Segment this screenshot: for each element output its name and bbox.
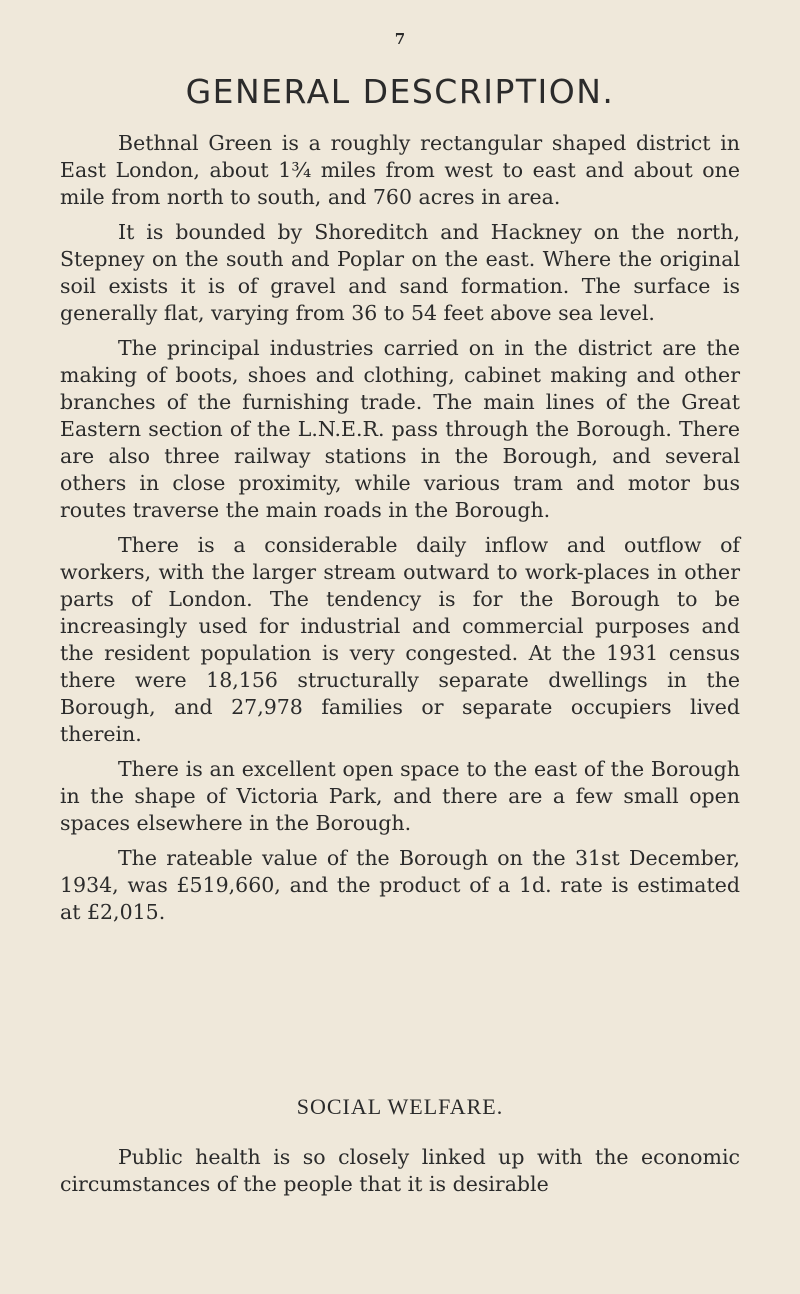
document-page <box>60 0 740 1294</box>
paragraph-industries: The principal industries carried on in the district are the making of boots, shoes and clothing, cabinet making and other branches of the furnishing trade. The main lines of the Great Eastern section of the L.N.E.R. pass through the Borough. There are also three railway stations in the Borough, and several others in close proximity, while various tram and motor bus routes traverse the main roads in the Borough. <box>60 336 740 522</box>
section-heading-general-description: GENERAL DESCRIPTION. <box>185 72 615 111</box>
paragraph-public-health: Public health is so closely linked up with the economic circumstances of the people that it is desirable <box>60 1145 740 1196</box>
social-welfare-body <box>60 1144 740 1198</box>
paragraph-district: Bethnal Green is a roughly rectangular shaped district in East London, about 1¾ miles from west to east and about one mile from north to south, and 760 acres in area. <box>60 131 740 209</box>
paragraph-rateable-value: The rateable value of the Borough on the 31st December, 1934, was £519,660, and the product of a 1d. rate is estimated at £2,015. <box>60 846 740 924</box>
paragraph-boundaries: It is bounded by Shoreditch and Hackney on the north, Stepney on the south and Poplar on the east. Where the original soil exists it is of gravel and sand formation. The surface is generally flat, varying from 36 to 54 feet above sea level. <box>60 220 740 325</box>
paragraph-workers: There is a considerable daily inflow and outflow of workers, with the larger stream outward to work-places in other parts of London. The tendency is for the Borough to be increasingly used for industrial and commercial purposes and the resident population is very congested. At the 1931 census there were 18,156 structurally separate dwellings in the Borough, and 27,978 families or separate occupiers lived therein. <box>60 533 740 746</box>
paragraph-open-space: There is an excellent open space to the east of the Borough in the shape of Victoria Park, and there are a few small open spaces elsewhere in the Borough. <box>60 757 740 835</box>
page-number: 7 <box>394 30 406 48</box>
general-description-body <box>60 130 740 934</box>
section-heading-social-welfare: SOCIAL WELFARE. <box>296 1094 504 1119</box>
